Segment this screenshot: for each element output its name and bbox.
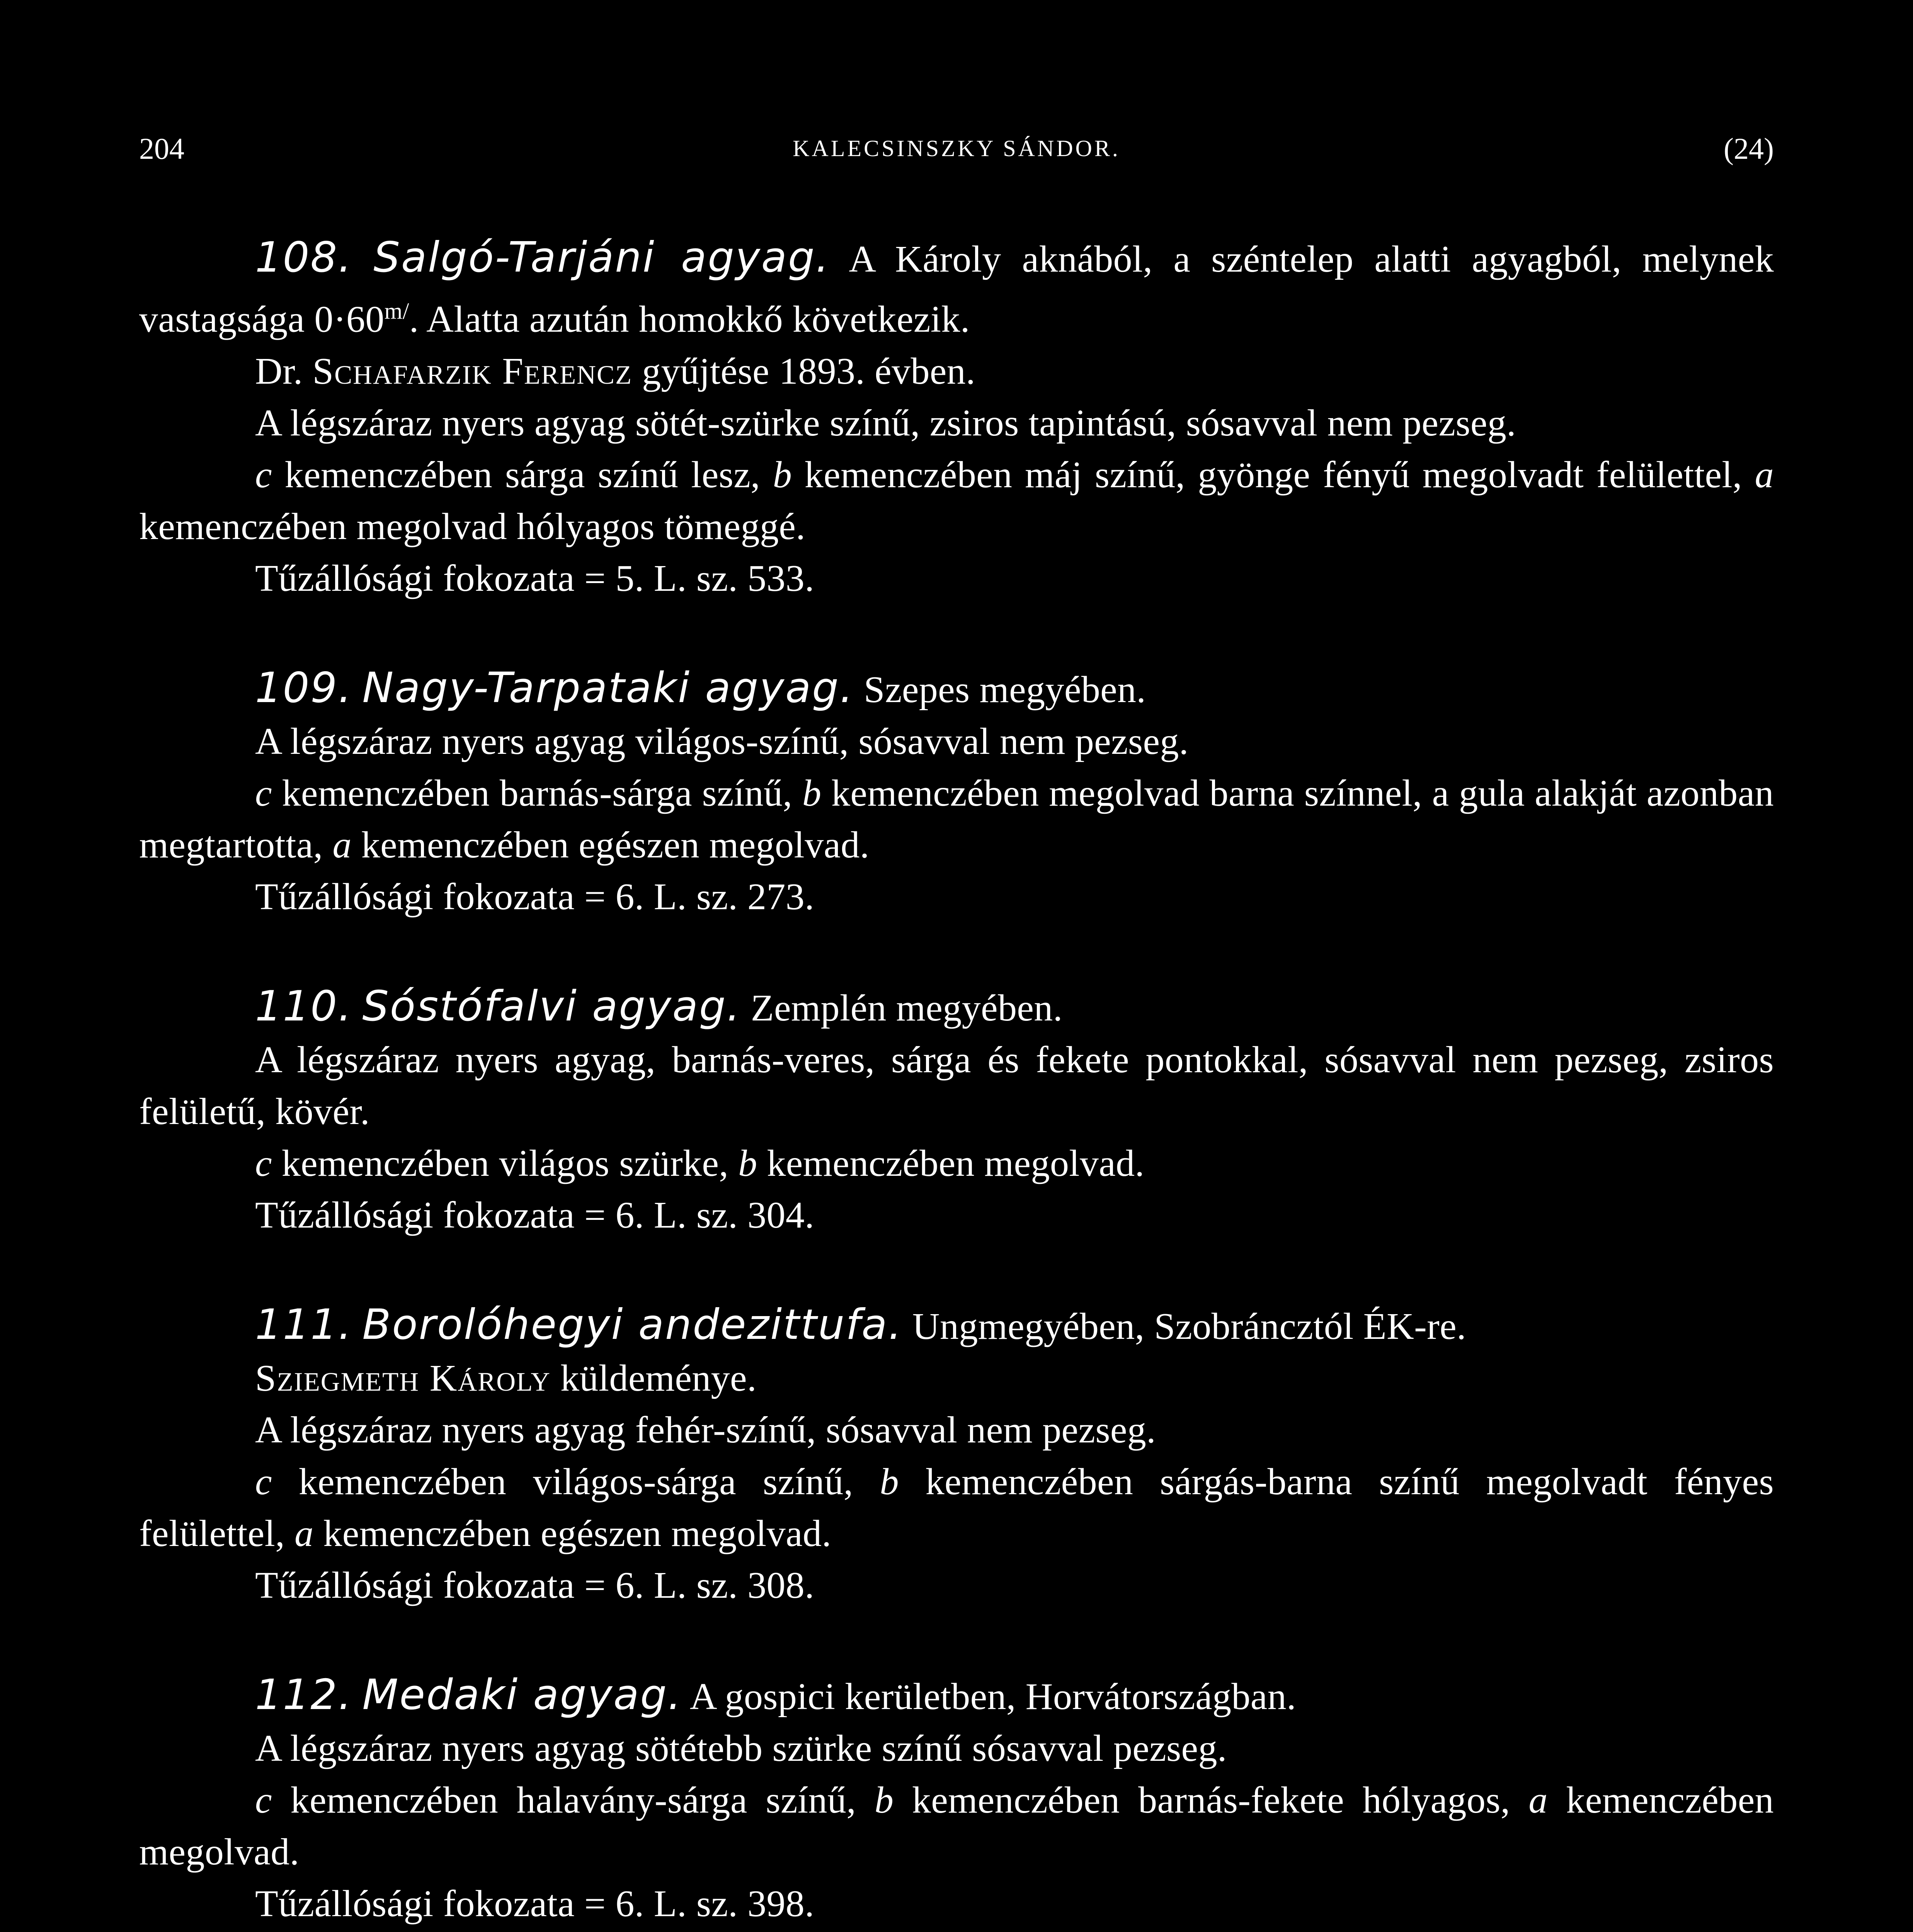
running-head — [139, 116, 1774, 174]
entry-heading — [139, 981, 1774, 1034]
entry-location: Zemplén megyében. — [741, 987, 1063, 1029]
collector-name: Schafarzik Ferencz — [312, 350, 633, 392]
entry-title: Salgó-Tarjáni agyag. — [373, 233, 830, 282]
raw-description: A légszáraz nyers agyag sötétebb szürke színű sósavval pezseg. — [255, 1727, 1227, 1769]
entry-number: 109. — [255, 663, 353, 712]
entry-location: Szepes megyében. — [854, 668, 1146, 711]
raw-description: A légszáraz nyers agyag fehér-színű, sósavval nem pezseg. — [255, 1409, 1156, 1451]
document-page — [139, 116, 1774, 1932]
entry-heading — [139, 1299, 1774, 1352]
entry-title: Nagy-Tarpataki agyag. — [362, 663, 854, 712]
kiln-results: c kemenczében világos szürke, b kemenczében megolvad. — [255, 1142, 1145, 1184]
entry-location: A Károly aknából, a széntelep alatti agyagból, melynek vastagsága 0·60 — [139, 238, 1774, 340]
entry-112 — [139, 1669, 1774, 1930]
fire-resistance: Tűzállósági fokozata = 6. L. sz. 308. — [255, 1564, 815, 1606]
collector-line: Sziegmeth Károly küldeménye. — [255, 1357, 757, 1399]
collector-name: Sziegmeth Károly — [255, 1357, 551, 1399]
raw-description: A légszáraz nyers agyag sötét-szürke színű, zsiros tapintású, sósavval nem pezseg. — [255, 402, 1516, 444]
unit-meter: m/ — [384, 298, 409, 324]
entry-heading — [139, 1669, 1774, 1723]
entry-title: Borolóhegyi andezittufa. — [362, 1300, 903, 1349]
fire-resistance: Tűzállósági fokozata = 5. L. sz. 533. — [255, 557, 815, 599]
entry-108 — [139, 232, 1774, 604]
page-number: 204 — [139, 132, 184, 165]
entry-title: Sóstófalvi agyag. — [362, 982, 741, 1031]
entry-number: 111. — [255, 1300, 353, 1349]
entry-number: 112. — [255, 1670, 353, 1719]
entry-110 — [139, 981, 1774, 1241]
raw-description: A légszáraz nyers agyag, barnás-veres, sárga és fekete pontokkal, sósavval nem pezseg, zsiros felületű, kövér. — [139, 1039, 1774, 1133]
entry-heading — [139, 232, 1774, 345]
section-page-number: (24) — [1724, 132, 1774, 165]
running-title: KALECSINSZKY SÁNDOR. — [793, 136, 1120, 161]
kiln-results: c kemenczében sárga színű lesz, b kemenczében máj színű, gyönge fényű megolvadt felülettel, a kemenczében megolvad hólyagos tömeggé. — [139, 454, 1774, 548]
entry-111 — [139, 1299, 1774, 1611]
raw-description: A légszáraz nyers agyag világos-színű, sósavval nem pezseg. — [255, 720, 1189, 762]
kiln-results: c kemenczében barnás-sárga színű, b kemenczében megolvad barna színnel, a gula alakját azonban megtartotta, a kemenczében egészen megolvad. — [139, 772, 1774, 866]
entry-number: 110. — [255, 982, 353, 1031]
entry-number: 108. — [255, 233, 353, 282]
entry-109 — [139, 662, 1774, 923]
kiln-results: c kemenczében halavány-sárga színű, b kemenczében barnás-fekete hólyagos, a kemenczében megolvad. — [139, 1779, 1774, 1873]
entry-location-tail: . Alatta azután homokkő következik. — [409, 298, 970, 340]
collector-line: Dr. Schafarzik Ferencz gyűjtése 1893. évben. — [255, 350, 976, 392]
entry-title: Medaki agyag. — [362, 1670, 682, 1719]
fire-resistance: Tűzállósági fokozata = 6. L. sz. 304. — [255, 1194, 815, 1236]
kiln-results: c kemenczében világos-sárga színű, b kemenczében sárgás-barna színű megolvadt fényes felülettel, a kemenczében egészen megolvad. — [139, 1461, 1774, 1554]
fire-resistance: Tűzállósági fokozata = 6. L. sz. 398. — [255, 1883, 815, 1925]
entry-heading — [139, 662, 1774, 716]
entry-location: Ungmegyében, Szobráncztól ÉK-re. — [902, 1305, 1466, 1347]
fire-resistance: Tűzállósági fokozata = 6. L. sz. 273. — [255, 876, 815, 918]
entry-location: A gospici kerületben, Horvátországban. — [682, 1675, 1296, 1718]
